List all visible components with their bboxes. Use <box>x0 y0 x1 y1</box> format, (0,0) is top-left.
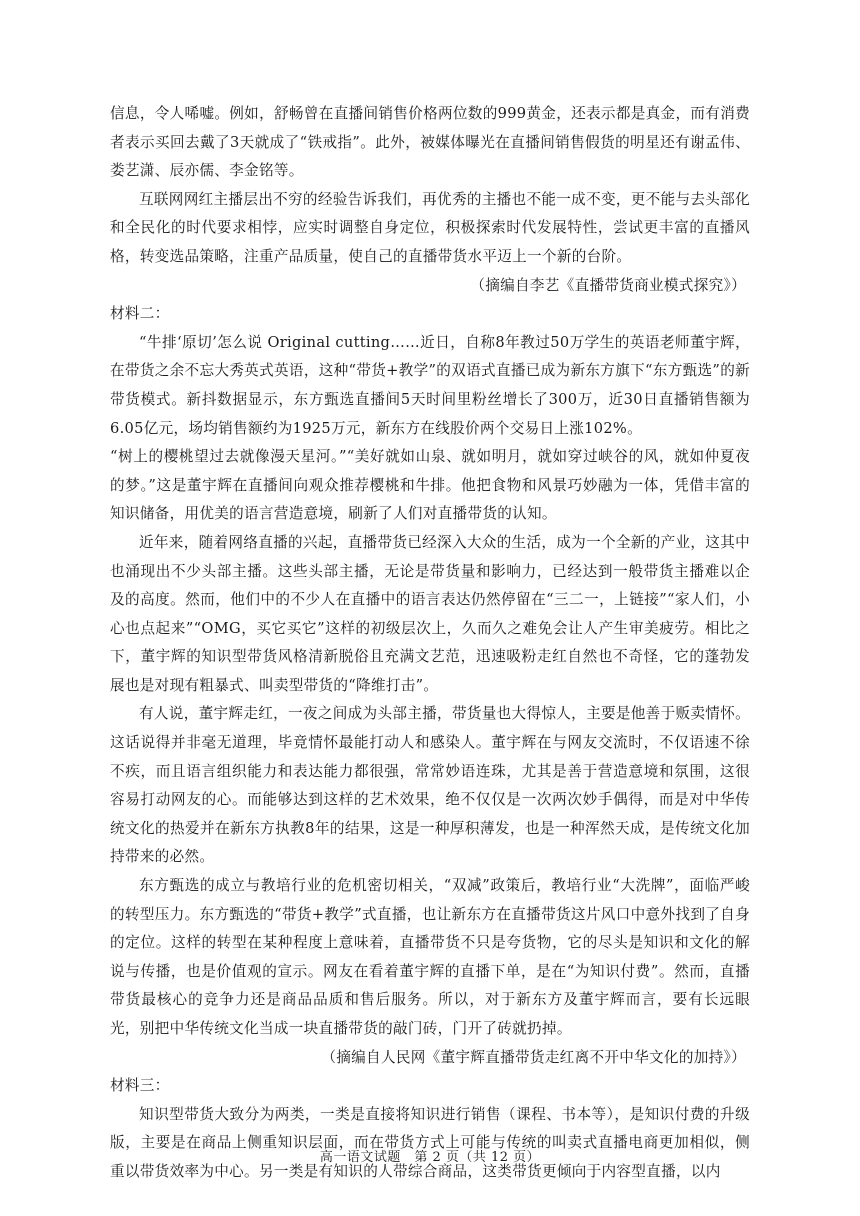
section-label-material-3: 材料三： <box>110 1077 170 1095</box>
document-body <box>110 100 750 1187</box>
paragraph-knowledge-commerce: 知识型带货大致分为两类，一类是直接将知识进行销售（课程、书本等），是知识付费的升级版，主要是在商品上侧重知识层面，而在带货方式上可能与传统的叫卖式直播电商更加相似，侧重以带货效率为中心。另一类是有知识的人带综合商品，这类带货更倾向于内容型直播，以内 <box>110 1105 750 1180</box>
section-label-material-2: 材料二： <box>110 305 170 323</box>
paragraph-sentiment: 有人说，董宇辉走红，一夜之间成为头部主播，带货量也大得惊人，主要是他善于贩卖情怀。这话说得并非毫无道理，毕竟情怀最能打动人和感染人。董宇辉在与网友交流时，不仅语速不徐不疾，而且语言组织能力和表达能力都很强，常常妙语连珠，尤其是善于营造意境和氛围，这很容易打动网友的心。而能够达到这样的艺术效果，绝不仅仅是一次两次妙手偶得，而是对中华传统文化的热爱并在新东方执教8年的结果，这是一种厚积薄发，也是一种浑然天成，是传统文化加持带来的必然。 <box>110 705 750 866</box>
paragraph-continuation: 信息，令人唏嘘。例如，舒畅曾在直播间销售价格两位数的999黄金，还表示都是真金，而有消费者表示买回去戴了3天就成了“铁戒指”。此外，被媒体曝光在直播间销售假货的明星还有谢孟伟、娄艺潇、辰亦儒、李金铭等。 <box>110 105 750 180</box>
paragraph-influencer-advice: 互联网网红主播层出不穷的经验告诉我们，再优秀的主播也不能一成不变，更不能与去头部化和全民化的时代要求相悖，应实时调整自身定位，积极探索时代发展特性，尝试更丰富的直播风格，转变选品策略，注重产品质量，使自己的直播带货水平迈上一个新的台阶。 <box>110 190 750 265</box>
source-citation-2: （摘编自人民网《董宇辉直播带货走红离不开中华文化的加持》） <box>321 1048 746 1066</box>
page-footer: 高一语文试题 第 2 页（共 12 页） <box>319 1150 541 1165</box>
paragraph-transformation: 东方甄选的成立与教培行业的危机密切相关，“双减”政策后，教培行业“大洗牌”，面临严峻的转型压力。东方甄选的“带货+教学”式直播，也让新东方在直播带货这片风口中意外找到了自身的定位。这样的转型在某种程度上意味着，直播带货不只是夸货物，它的尽头是知识和文化的解说与传播，也是价值观的宣示。网友在看着董宇辉的直播下单，是在“为知识付费”。然而，直播带货最核心的竞争力还是商品品质和售后服务。所以，对于新东方及董宇辉而言，要有长远眼光，别把中华传统文化当成一块直播带货的敲门砖，门开了砖就扔掉。 <box>110 877 750 1037</box>
source-citation-1: （摘编自李艺《直播带货商业模式探究》） <box>470 276 746 294</box>
paragraph-cherry-quote: “树上的樱桃望过去就像漫天星河。”“美好就如山泉、就如明月，就如穿过峡谷的风，就如仲夏夜的梦。”这是董宇辉在直播间向观众推荐樱桃和牛排。他把食物和风景巧妙融为一体，凭借丰富的知识储备，用优美的语言营造意境，刷新了人们对直播带货的认知。 <box>110 448 750 523</box>
paragraph-dong-yuhui-intro: “牛排‘原切’怎么说 Original cutting……近日，自称8年教过50万学生的英语老师董宇辉，在带货之余不忘大秀英式英语，这种“带货+教学”的双语式直播已成为新东方旗下“东方甄选”的新带货模式。新抖数据显示，东方甄选直播间5天时间里粉丝增长了300万，近30日直播销售额为6.05亿元，场均销售额约为1925万元，新东方在线股价两个交易日上涨102%。 <box>110 333 750 437</box>
paragraph-live-streaming-rise: 近年来，随着网络直播的兴起，直播带货已经深入大众的生活，成为一个全新的产业，这其中也涌现出不少头部主播。这些头部主播，无论是带货量和影响力，已经达到一般带货主播难以企及的高度。然而，他们中的不少人在直播中的语言表达仍然停留在“三二一，上链接”“家人们，小心也点起来”“OMG，买它买它”这样的初级层次上，久而久之难免会让人产生审美疲劳。相比之下，董宇辉的知识型带货风格清新脱俗且充满文艺范，迅速吸粉走红自然也不奇怪，它的蓬勃发展也是对现有粗暴式、叫卖型带货的“降维打击”。 <box>110 533 750 694</box>
